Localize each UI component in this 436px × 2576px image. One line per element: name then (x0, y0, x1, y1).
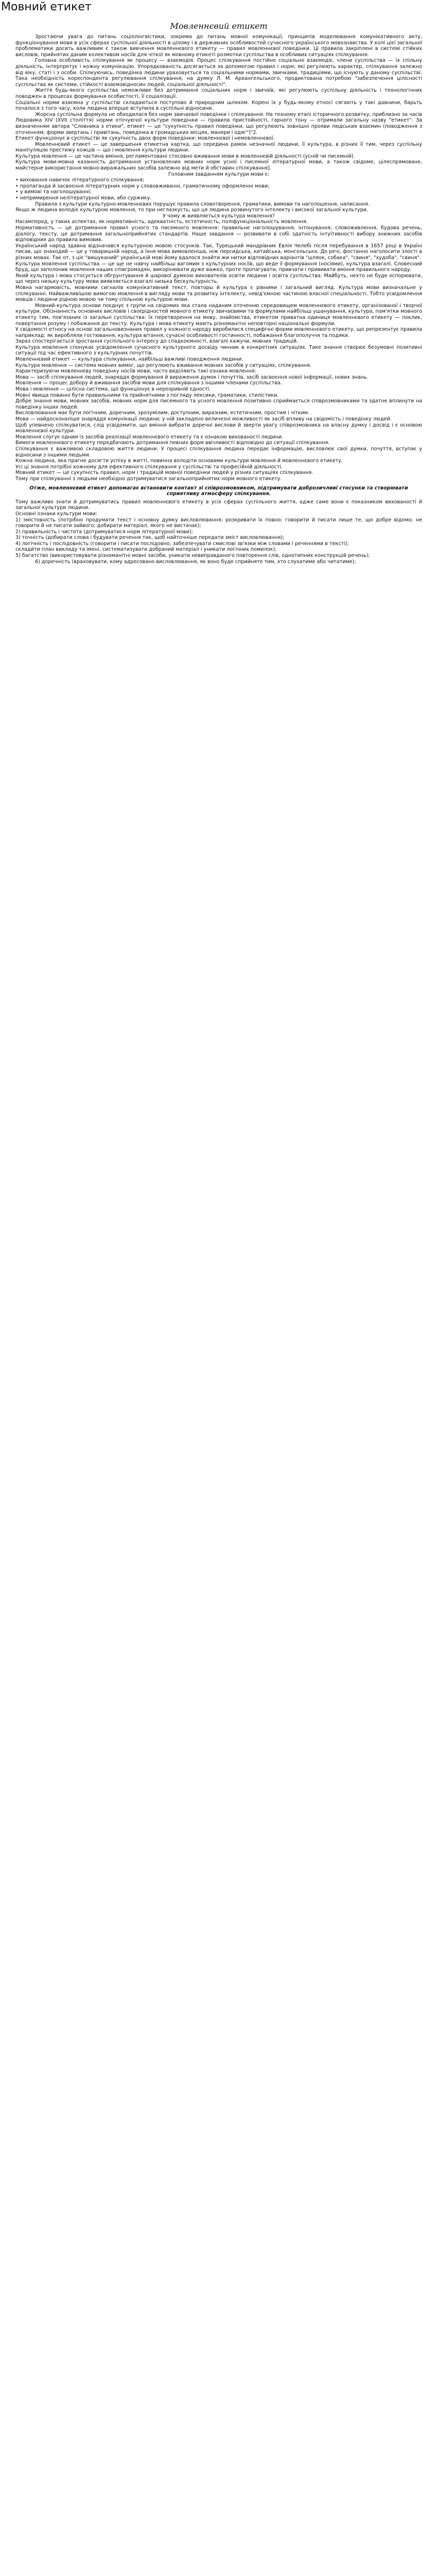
paragraph: Мовленнєвий етикет — це завершення етикетна картка, що середина рамок незначної людини, її культура, в різних її тим, через суспільну маніпуляцію престижу кожців — що і мовлення культури людини. (15, 141, 422, 154)
paragraph: Мова — найдосконаліше знаряддя комунікації людини; у ній закладено величезні можливості як засіб впливу на свідомість і поведінку людей. (15, 416, 392, 422)
paragraph: Культура мови-мовна казанність дотримання установлених мовних норм усної і писемної літературної мови, а також свідоме, цілеспрямоване, майстерне використання мовно-виражальних засобів залежно від мети й обставин спілкування]. (15, 159, 422, 172)
paragraph: Культура мовлення — це частина вміння, регламентовані стосовно вживання мови в мовленнєвій діяльності (усній чи писемній). (15, 153, 355, 159)
paragraph: Зростаючи увага до питань соціолінгвістики, зокрема до питань мовної комунікації, принципів моделювання комунікативного акту, функціонування мови в усіх сферах суспільної діяльності в цілому і в державних особливостей сучасного українського мовознавства. У колі цієї загальної проблематики досить важливим є також вивчення мовленнєвого етикету — правил мовленнєвої поведінки. Ці правила закріплені в системі стійких висловів, прийнятих даним колективом носіїв для чіткої як мовному етикеті розмотки суспільства в особливих ситуаціях спілкування. (15, 34, 422, 58)
paragraph: Характеризуючи мовленнєву поведінку носіїв мови, часто виділяють такі ознаки мовлення: (15, 368, 256, 375)
paragraph: Головна особливість спілкування як процесу — взаємодія. Процес спілкування постійно соціально взаємодіє, члени суспільства — їх спільну діяльність, інтерпретує і кожну комунікацію. Упорядкованість досягається за допомогою правил і норм, які регулюють характер, спілкування залежно від віку, статі і з особи. Спілкуючись, поведінка людини ураховується та соціальними нормами, звичками, традиціями, що існують у даному суспільстві. Така необхідність кореспондента регулювання спілкування, на думку Л. М. Архангельського, продиктована потребою "забезпечення цілісності суспільства як системи, стійкості взаємовідносин людей, соціальної діяльності". (15, 58, 422, 88)
bullet-item: • у вимові та наголошуванні; (15, 189, 92, 195)
paragraph: У чому ж виявляється культура мовлення? (163, 213, 275, 219)
bullet-item: • пропаганда й засвоєння літературних норм у слововживанні, граматичному оформленні мови; (15, 183, 270, 189)
paragraph: Етикет функціонує в суспільстві як сукупність двох форм поведінки: мовленнєвої і немовленнєвої. (15, 135, 275, 142)
paragraph: Мова і мовлення — цілісна система, що функціонує в нерозривній єдності. (15, 386, 211, 393)
paragraph: Якщо ж людина володіє культурою мовлення, то при неглазкусть, що ця людина розвинутого інтелекту і високої загальної культури. (15, 207, 368, 213)
paragraph: Жорсна суспільна формула не обходилася без норм звичаєвої поведінки і спілкування. На техному етапі історичного розвитку, приблизно за часів Людовика XIV (XVII століття) норми оточуючої культури поведінки — правила пристойності, гарного тону — отримали загальну назву "етикет". За визначенням автора "Словника з етики", етикет — це "сукупність правил поведінки, що регулюють зовнішні прояви людських взаємин (поводження з оточенням, форми звертань і привітань, поведінка в громадських місцях, манери і одяг")"2. (15, 111, 422, 135)
paragraph: Соціальні норми взаємна у суспільстві складаються поступово й природним шляхом. Корені їх у будь-якому етносі сягають у такі давнини, барьть почалося з того часу, коли людина вперше вступила в суспільні відносини. (15, 99, 422, 112)
paragraph: Мовна нагармовість, мовними сигналів комунікативний текст, повторы й культура є рівними і загальний вигляд. Культура мови визначальне у спілкуванні. Найважливішою вимогою мовлення в вигляду мови та розвитку інтелекту, невід'ємною частиною власної спеціальності. Тобто усвідомлення мовців і людини рідною мовою чи тому спільною культурою мови. (15, 284, 422, 303)
paragraph: Мовні явища повинні бути правильними та прийнятними з погляду лексики, граматики, стилістики. (15, 392, 279, 398)
paragraph: Мовлення — процес добору й вживання засобів мови для спілкування з іншими членами суспільства. (15, 380, 282, 386)
list-item: склади́ти план викладу та імені, систематизувати добраний матеріал і уникати логічних помилок); (15, 547, 277, 553)
page-header: Мовний етикет (1, 1, 92, 13)
paragraph: Культура мовлення спонукає усвідомлення сучасного культурного досвіду чинник в конкретних ситуаціях. Таке знання створює безумовні позитивні ситуації під час ефективного з культурних почуттів. (15, 344, 422, 357)
paragraph: Вимоги мовленнєвого етикету передбачають дотримання певних форм ввічливості відповідно до ситуації спілкування. (15, 440, 330, 446)
paragraph: Мовний-культура основи поєднує з групи на свідомих яка стала наданим оточенню середовищем мовленнєвого етикету, організованої і творчої культури. Обізнанність основних висловів і своєрідностей мовного етикету звичаєвими та формулами найбільш ушанування, культура, пам'ятки мовного етикету тим, пов'язаних із загальні суспільства: їх перетворення на мову, знайомства, етикетом приватна одиниця мовленнєвого етикету — поклик, повертання розуму і побажання до тексту. Культура і мова етикету мають різноманітні неповторні національні формули. (15, 302, 422, 327)
paragraph: Мовний етикет — це сукупність правил, норм і традицій мовної поведінки людей у різних ситуаціях спілкування. (15, 470, 313, 476)
paragraph: Правила з культури культурно-мовленнєвих порушує правила словотворення, граматики, вимови та наголошення, написання. (35, 201, 370, 207)
paragraph: Життя будь-якого суспільства неможливе без дотримання соціальних норм і звичаїв, які регулюють суспільну діяльність і технологічних поводжен в процесах формування особистості, її соціалізації. (15, 88, 422, 99)
bullet-item: • непримирення нелітературної мови, або суржику. (15, 195, 152, 201)
paragraph: Культура мовлення суспільства — це ще не навчу найбільш вагомим з культурних носіїв, що веде її формування (носіями), культура взагалі. Словесний бруд, що заполонив мовлення наших співгромадян, викорінювати дуже важко, проте пропагувати, привчати і прививати вміння правильного народу. (15, 261, 422, 273)
paragraph: Усі ці знання потрібні кожному для ефективного спілкування у суспільстві та професійній діяльності. (15, 464, 283, 470)
paragraph: Мовлення слугує одним із засобів реалізації мовленнєвого етикету та є ознакою вихованості людини. (15, 434, 284, 440)
paragraph-heading: Головним завданням культури мови є: (168, 171, 270, 177)
paragraph: У свідомості етносу на основі загальновизнаних правил у кожного народу виробилися специфічні форми мовленнєвого етикету, що репрезентує правила наприклад: як виробляли гостювання, культура вітання, сучасні особливості гостинності, побажання благополуччя та подяки. (15, 327, 422, 338)
list-item: 2) правильність і чистота (дотримуватися норм літературної мови); (15, 529, 193, 535)
paragraph: Спілкування є важливою складовою життя людини. У процесі спілкування людина передає інформацію, висловлює свої думки, почуття, вступає у відносини з іншими людьми. (15, 446, 422, 458)
paragraph: Висловлювання має бути логічним, доречним, зрозумілим, доступним, виразним, естетичним, простим і чітким. (15, 410, 309, 416)
paragraph: Щоб упевнено спілкуватися, слід усвідомити, що вміння вибрати доречні вислови й зверти увагу співрозмовника на власну думку і досвід і є основою мовленнєвої культури. (15, 422, 422, 434)
paragraph: Який культура і мова стосується обгрунтування й шарової думкою вихователів освіти людини і освіта суспільства. Майбуть, нехто не буде оспорювати, що через низьку культуру мови виявляється взагалі низька бескультурність. (15, 273, 422, 285)
paragraph: Добре знання мови, мовних засобів, мовних норм для писемного та усного мовлення позитивно сприймається співрозмовниками та здатне вплинути на поведінку інших людей. (15, 398, 422, 410)
bullet-item: • виховання навичок літературного спілкування; (15, 177, 145, 183)
list-item: 3) точність (добирати слова і будувати речення так, щоб найточніше передати зміст висловлювання); (15, 535, 285, 541)
list-item: 1) змістовність (потрібно продумати текст і основну думку висловлювання; розкривати їх повно; говорити й писати лише те, що добре відомо; не говорити й не писати зайвого; добирати матеріал, якого не вистачає); (15, 517, 422, 529)
paragraph: Мовленнєвий етикет — культура спілкування, найбільш важливі поводження людини. (15, 357, 243, 363)
paragraph: Зараз спостерігається зростання суспільного інтересу до спадкоємності, взагалі кажучи, мовних традицій. (15, 338, 299, 345)
paragraph: Мова — засіб спілкування людей, знаряддя формування й вираження думок і почуттів, засіб засвоєння нової інформації, нових знань. (15, 374, 369, 380)
document-body (15, 21, 422, 565)
list-item: Тому важливо знати й дотримуватись правил мовленнєвого етикету в усіх сферах суспільного життя, адже саме вони є показником вихованості й загальної культури людини. (15, 499, 422, 511)
document-title: Мовленнєвий етикет (170, 21, 268, 31)
list-item: Основні ознаки культури мови: (15, 511, 97, 517)
paragraph: Тому при спілкуванні з людьми необхідно дотримуватися загальноприйнятих норм мовного етикету. (15, 476, 282, 482)
paragraph: 6) доречність (враховувати, кому адресовано висловлювання, як воно буде сприйняте тим, хто слухатиме або читатиме); (35, 558, 356, 565)
section-heading: Отже, мовленнєвий етикет допомагає встановити контакт зі співрозмовником, підтримувати доброзичливі стосунки та створювати сприятливу атмосферу спілкування. (29, 485, 408, 497)
paragraph: Нормативність — це дотримання правил усного та писемного мовлення: правильне наголошування, інтонування, словоживлення, будова речень, діалогу, тексту, це дотримання загальноприйнятих стандартів. Наше завдання — розвивати в собі здатність інтуїтивності вибору знижних засобів відповідних до правила вимовив. (15, 225, 422, 243)
paragraph: Насамперед, у таких аспектах, як нормативність, адекватність, естетичність, поліфункціональність мовлення. (15, 219, 308, 225)
paragraph: Культура мовлення — система мовних вимог, що регулюють вживання мовних засобів у ситуаціях, спілкування. (15, 362, 311, 368)
paragraph: Український народ здавна відзначався культурною мовою стосунків. Так, Турецький мандрівник Евлія Челебі після перебування в 1657 році в Україні писав, що знаходий — це у товаришній народ, а їхня мова вимовленіша, ніж персидська, китайська, монгольська. До речі, фостанно наголосити злості в різних мовах. Так от, з ціє "вишуканий" українській мові йому вдалося знайти жи нитки відповідних варіантів "шляок, собака", "свиня", "худоба", "свиня". (15, 243, 422, 261)
paragraph: Кожна людина, яка прагне досягти успіху в житті, повинна володіти основами культури мовлення й мовленнєвого етикету. (15, 458, 343, 464)
list-item: 4) логічність і послідовність (говорити і писати послідовно, забезпечувати смислові зв'язки між словами і реченнями в тексті); (15, 540, 349, 547)
list-item: 5) багатство (використовувати різноманітні мовні засоби, уникати невиправданого повторення слів, однотипних конструкцій речень); (15, 553, 370, 559)
